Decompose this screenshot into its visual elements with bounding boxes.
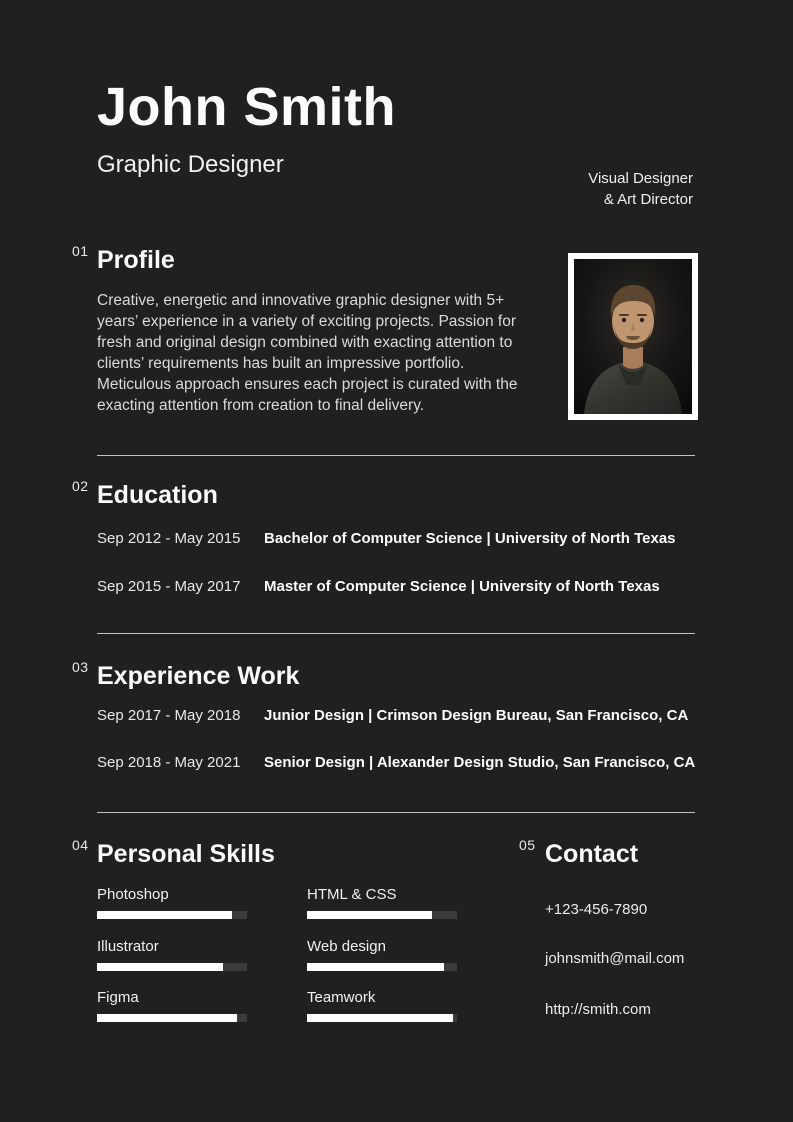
skill-bar-fill	[97, 911, 232, 919]
section-title-contact: Contact	[545, 840, 639, 868]
person-name: John Smith	[97, 77, 396, 137]
contact-website: http://smith.com	[545, 1001, 651, 1018]
skill-item	[307, 886, 457, 919]
skill-bar-track	[97, 963, 247, 971]
skill-item	[307, 938, 457, 971]
tagline-line-1: Visual Designer	[588, 170, 693, 187]
contact-phone: +123-456-7890	[545, 901, 648, 918]
section-title-profile: Profile	[97, 246, 175, 274]
divider	[97, 455, 695, 456]
section-title-skills: Personal Skills	[97, 840, 275, 868]
skill-bar-fill	[97, 963, 223, 971]
skill-bar-track	[307, 963, 457, 971]
education-detail: Bachelor of Computer Science | University of North Texas	[264, 530, 676, 547]
divider	[97, 633, 695, 634]
skill-bar-track	[97, 911, 247, 919]
skill-label: Web design	[307, 938, 386, 955]
section-number-profile: 01	[72, 243, 89, 259]
tagline-line-2: & Art Director	[603, 191, 693, 208]
experience-row	[97, 707, 688, 724]
experience-period: Sep 2017 - May 2018	[97, 707, 241, 724]
section-title-experience: Experience Work	[97, 662, 300, 690]
skill-label: Teamwork	[307, 989, 376, 1006]
profile-summary: Creative, energetic and innovative graphic designer with 5+ years’ experience in a variety of exciting projects. Passion for fresh and original design combined with exacting attention to clients’ requirements has built an impressive portfolio. Meticulous approach ensures each project is curated with the exacting attention from creation to final delivery.	[97, 292, 518, 414]
person-job-title: Graphic Designer	[97, 151, 284, 178]
section-number-experience: 03	[72, 659, 89, 675]
skill-item	[97, 989, 247, 1022]
skill-bar-track	[97, 1014, 247, 1022]
experience-period: Sep 2018 - May 2021	[97, 754, 241, 771]
section-title-education: Education	[97, 481, 218, 509]
skill-item	[97, 938, 247, 971]
education-detail: Master of Computer Science | University of North Texas	[264, 578, 660, 595]
skill-label: Illustrator	[97, 938, 159, 955]
education-period: Sep 2012 - May 2015	[97, 530, 241, 547]
portrait-photo-art	[574, 259, 692, 414]
section-number-skills: 04	[72, 837, 89, 853]
divider	[97, 812, 695, 813]
skill-item	[97, 886, 247, 919]
skill-bar-fill	[307, 1014, 453, 1022]
section-number-education: 02	[72, 478, 89, 494]
education-row	[97, 530, 676, 547]
skill-bar-fill	[307, 963, 444, 971]
experience-row	[97, 754, 695, 771]
skill-bar-fill	[97, 1014, 237, 1022]
portrait-photo	[568, 253, 698, 420]
contact-email: johnsmith@mail.com	[545, 950, 685, 967]
skill-bar-track	[307, 911, 457, 919]
skill-bar-fill	[307, 911, 432, 919]
experience-detail: Senior Design | Alexander Design Studio, San Francisco, CA	[264, 754, 696, 771]
skill-label: Figma	[97, 989, 139, 1006]
skill-bar-track	[307, 1014, 457, 1022]
skill-item	[307, 989, 457, 1022]
section-number-contact: 05	[519, 837, 536, 853]
tagline	[588, 168, 693, 210]
education-row	[97, 578, 660, 595]
experience-detail: Junior Design | Crimson Design Bureau, San Francisco, CA	[264, 707, 689, 724]
education-period: Sep 2015 - May 2017	[97, 578, 241, 595]
skill-label: HTML & CSS	[307, 886, 397, 903]
skill-label: Photoshop	[97, 886, 169, 903]
